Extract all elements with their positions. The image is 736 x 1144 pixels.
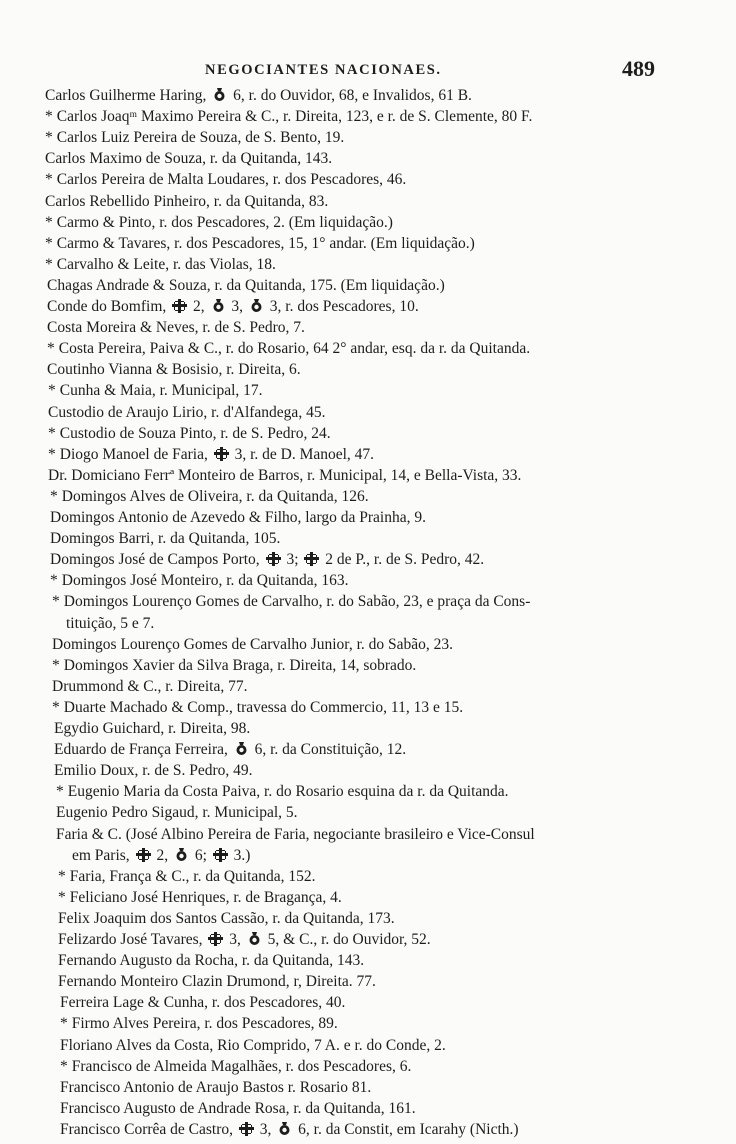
asterisk-mark: * <box>48 382 56 400</box>
entry-text: Custodio de Souza Pinto, r. de S. Pedro, 24. <box>59 424 331 442</box>
asterisk-mark: * <box>45 255 53 273</box>
entry-text: Carvalho & Leite, r. das Violas, 18. <box>56 255 276 273</box>
entry-text: Egydio Guichard, r. Direita, 98. <box>54 720 251 737</box>
directory-entry <box>45 213 393 233</box>
entry-text: Firmo Alves Pereira, r. dos Pescadores, 89. <box>71 1015 338 1033</box>
entry-text: Carlos Pereira de Malta Loudares, r. dos Pescadores, 46. <box>56 171 407 189</box>
order-cross-icon <box>304 552 319 566</box>
directory-entry <box>47 339 530 359</box>
directory-entry <box>60 993 345 1013</box>
entry-text: Francisco Antonio de Araujo Bastos r. Rosario 81. <box>60 1078 372 1096</box>
entry-text: Duarte Machado & Comp., travessa do Commercio, 11, 13 e 15. <box>63 698 464 716</box>
entry-text: 2, <box>152 846 172 864</box>
directory-entry <box>45 255 276 275</box>
directory-entry <box>50 550 484 570</box>
entry-text: Feliciano José Henriques, r. de Bragança, 4. <box>69 888 342 906</box>
asterisk-mark: * <box>56 783 64 801</box>
entry-text: Custodio de Araujo Lirio, r. d'Alfandega, 45. <box>48 403 326 421</box>
order-rose-icon <box>247 932 262 946</box>
directory-entry <box>48 424 331 444</box>
asterisk-mark: * <box>60 1015 68 1033</box>
directory-entry <box>47 360 301 380</box>
asterisk-mark: * <box>60 1057 68 1075</box>
entry-text: 2, <box>189 298 209 315</box>
asterisk-mark: * <box>52 593 60 611</box>
order-rose-icon <box>174 848 189 862</box>
entry-text: Domingos Barri, r. da Quitanda, 105. <box>50 530 281 548</box>
entry-text: 3, <box>227 298 247 315</box>
entry-text: Domingos José de Campos Porto, <box>50 551 264 569</box>
entry-text: Domingos Antonio de Azevedo & Filho, largo da Prainha, 9. <box>50 509 426 526</box>
entry-text: tituição, 5 e 7. <box>66 614 155 632</box>
entry-text: Domingos Alves de Oliveira, r. da Quitanda, 126. <box>61 487 369 505</box>
entry-text: Eugenio Pedro Sigaud, r. Municipal, 5. <box>56 804 298 822</box>
order-cross-icon <box>136 848 151 862</box>
order-rose-icon <box>249 299 264 313</box>
asterisk-mark: * <box>50 572 58 590</box>
order-cross-icon <box>266 552 281 566</box>
entry-text: Diogo Manoel de Faria, <box>59 445 212 463</box>
entry-text: Conde do Bomfim, <box>47 298 171 315</box>
entry-text: 6, r. da Constit, em Icarahy (Nicth.) <box>294 1120 519 1138</box>
directory-entry <box>45 234 475 254</box>
entry-text: Faria, França & C., r. da Quitanda, 152. <box>69 867 316 885</box>
entry-text: Costa Moreira & Neves, r. de S. Pedro, 7. <box>47 319 305 337</box>
directory-entry <box>72 846 250 866</box>
directory-entry <box>58 888 342 908</box>
asterisk-mark: * <box>47 340 55 358</box>
entry-text: 3, r. de D. Manoel, 47. <box>230 445 375 463</box>
entry-text: Carmo & Tavares, r. dos Pescadores, 15, 1° andar. (Em liquidação.) <box>56 234 475 252</box>
directory-entry <box>48 445 374 465</box>
directory-entry <box>56 803 298 823</box>
entry-text: 3, r. dos Pescadores, 10. <box>265 298 419 315</box>
entry-text: Felix Joaquim dos Santos Cassão, r. da Quitanda, 173. <box>58 909 395 927</box>
entry-text: 6; <box>190 846 211 864</box>
order-rose-icon <box>212 88 227 102</box>
directory-entry <box>60 1120 519 1140</box>
entry-text: 2 de P., r. de S. Pedro, 42. <box>321 551 485 569</box>
directory-entry <box>58 867 316 887</box>
entry-text: Drummond & C., r. Direita, 77. <box>52 677 248 695</box>
entry-text: Dr. Domiciano Ferrª Monteiro de Barros, r. Municipal, 14, e Bella-Vista, 33. <box>48 466 522 484</box>
asterisk-mark: * <box>52 656 60 674</box>
entry-text: Coutinho Vianna & Bosisio, r. Direita, 6. <box>47 361 301 379</box>
entry-text: 3.) <box>229 846 251 864</box>
asterisk-mark: * <box>45 234 53 252</box>
asterisk-mark: * <box>48 445 56 463</box>
page-header <box>0 56 736 86</box>
entry-text: Carmo & Pinto, r. dos Pescadores, 2. (Em liquidação.) <box>56 213 393 231</box>
directory-entry <box>52 592 530 612</box>
entry-text: Carlos Guilherme Haring, <box>45 87 211 104</box>
order-cross-icon <box>208 932 223 946</box>
asterisk-mark: * <box>58 888 66 906</box>
order-rose-icon <box>277 1122 292 1136</box>
entry-text: 6, r. da Constituição, 12. <box>250 741 407 759</box>
directory-entry <box>48 381 263 401</box>
asterisk-mark: * <box>52 698 60 716</box>
directory-entry <box>58 930 431 950</box>
entry-text: Francisco Augusto de Andrade Rosa, r. da Quitanda, 161. <box>60 1099 416 1117</box>
directory-entry <box>56 825 535 845</box>
asterisk-mark: * <box>50 487 58 505</box>
entry-text: Domingos José Monteiro, r. da Quitanda, 163. <box>61 572 349 590</box>
directory-entry <box>66 614 154 634</box>
order-cross-icon <box>214 447 229 461</box>
directory-entry <box>47 318 305 338</box>
entry-text: Ferreira Lage & Cunha, r. dos Pescadores, 40. <box>60 994 346 1012</box>
order-cross-icon <box>172 299 187 313</box>
entry-text: 3; <box>282 551 303 569</box>
order-cross-icon <box>213 848 228 862</box>
order-rose-icon <box>211 299 226 313</box>
directory-entry <box>48 403 325 423</box>
entry-text: 5, & C., r. do Ouvidor, 52. <box>263 931 431 948</box>
directory-entry <box>47 276 445 296</box>
asterisk-mark: * <box>48 424 56 442</box>
directory-entry <box>45 192 328 212</box>
directory-entry <box>58 951 364 971</box>
directory-entry <box>54 719 250 739</box>
directory-entry <box>52 677 247 697</box>
directory-entry <box>47 297 419 317</box>
entry-text: Domingos Lourenço Gomes de Carvalho Junior, r. do Sabão, 23. <box>52 635 454 653</box>
entry-text: Carlos Luiz Pereira de Souza, de S. Bento, 19. <box>56 129 345 147</box>
asterisk-mark: * <box>45 129 53 147</box>
directory-entry <box>58 972 376 992</box>
page-number: 489 <box>622 56 655 81</box>
entry-text: Emilio Doux, r. de S. Pedro, 49. <box>54 762 253 780</box>
entry-text: 6, r. do Ouvidor, 68, e Invalidos, 61 B. <box>229 87 472 104</box>
entry-text: Carlos Rebellido Pinheiro, r. da Quitanda, 83. <box>45 192 329 210</box>
running-title: NEGOCIANTES NACIONAES. <box>205 62 442 78</box>
directory-entry <box>50 508 426 528</box>
asterisk-mark: * <box>45 213 53 231</box>
directory-entry <box>45 170 406 190</box>
entry-text: Felizardo José Tavares, <box>58 931 207 948</box>
asterisk-mark: * <box>58 867 66 885</box>
entry-text: Costa Pereira, Paiva & C., r. do Rosario, 64 2° andar, esq. da r. da Quitanda. <box>58 340 531 358</box>
directory-entry <box>45 128 344 148</box>
entry-text: em Paris, <box>72 846 134 864</box>
directory-entry <box>52 698 463 718</box>
directory-entry <box>58 909 395 929</box>
entry-text: Fernando Augusto da Rocha, r. da Quitanda, 143. <box>58 952 365 970</box>
order-rose-icon <box>234 742 249 756</box>
directory-entry <box>50 571 348 591</box>
asterisk-mark: * <box>45 108 53 126</box>
directory-entry <box>52 656 416 676</box>
directory-entry <box>54 761 252 781</box>
directory-entry <box>56 782 509 802</box>
directory-entry <box>60 1014 338 1034</box>
entry-text: Faria & C. (José Albino Pereira de Faria, negociante brasileiro e Vice-Consul <box>56 825 535 843</box>
entry-text: Domingos Xavier da Silva Braga, r. Direita, 14, sobrado. <box>63 656 417 674</box>
entry-text: Eugenio Maria da Costa Paiva, r. do Rosario esquina da r. da Quitanda. <box>67 783 509 801</box>
entry-text: Chagas Andrade & Souza, r. da Quitanda, 175. (Em liquidação.) <box>47 276 445 294</box>
directory-entry <box>60 1057 411 1077</box>
entry-text: Floriano Alves da Costa, Rio Comprido, 7 A. e r. do Conde, 2. <box>60 1036 446 1054</box>
asterisk-mark: * <box>45 171 53 189</box>
order-cross-icon <box>239 1122 254 1136</box>
entry-text: Francisco de Almeida Magalhães, r. dos Pescadores, 6. <box>71 1057 412 1075</box>
entry-text: Carlos Joaqᵐ Maximo Pereira & C., r. Direita, 123, e r. de S. Clemente, 80 F. <box>56 108 533 126</box>
entry-text: Domingos Lourenço Gomes de Carvalho, r. do Sabão, 23, e praça da Cons- <box>63 593 531 611</box>
entry-text: Carlos Maximo de Souza, r. da Quitanda, 143. <box>45 150 333 168</box>
entry-text: Francisco Corrêa de Castro, <box>60 1120 237 1138</box>
directory-entry <box>52 635 453 655</box>
entry-text: 3, <box>225 931 245 948</box>
merchant-list <box>0 86 736 1138</box>
directory-entry <box>54 740 406 760</box>
entry-text: Eduardo de França Ferreira, <box>54 741 232 759</box>
directory-entry <box>50 487 369 507</box>
entry-text: 3, <box>255 1120 276 1138</box>
directory-entry <box>45 86 472 106</box>
directory-entry <box>45 107 532 127</box>
directory-entry <box>48 466 521 486</box>
directory-entry <box>50 529 280 549</box>
directory-entry <box>45 149 332 169</box>
entry-text: Cunha & Maia, r. Municipal, 17. <box>59 382 263 400</box>
entry-text: Fernando Monteiro Clazin Drumond, r, Direita. 77. <box>58 973 376 991</box>
directory-entry <box>60 1078 371 1098</box>
directory-entry <box>60 1099 416 1119</box>
directory-entry <box>60 1036 446 1056</box>
